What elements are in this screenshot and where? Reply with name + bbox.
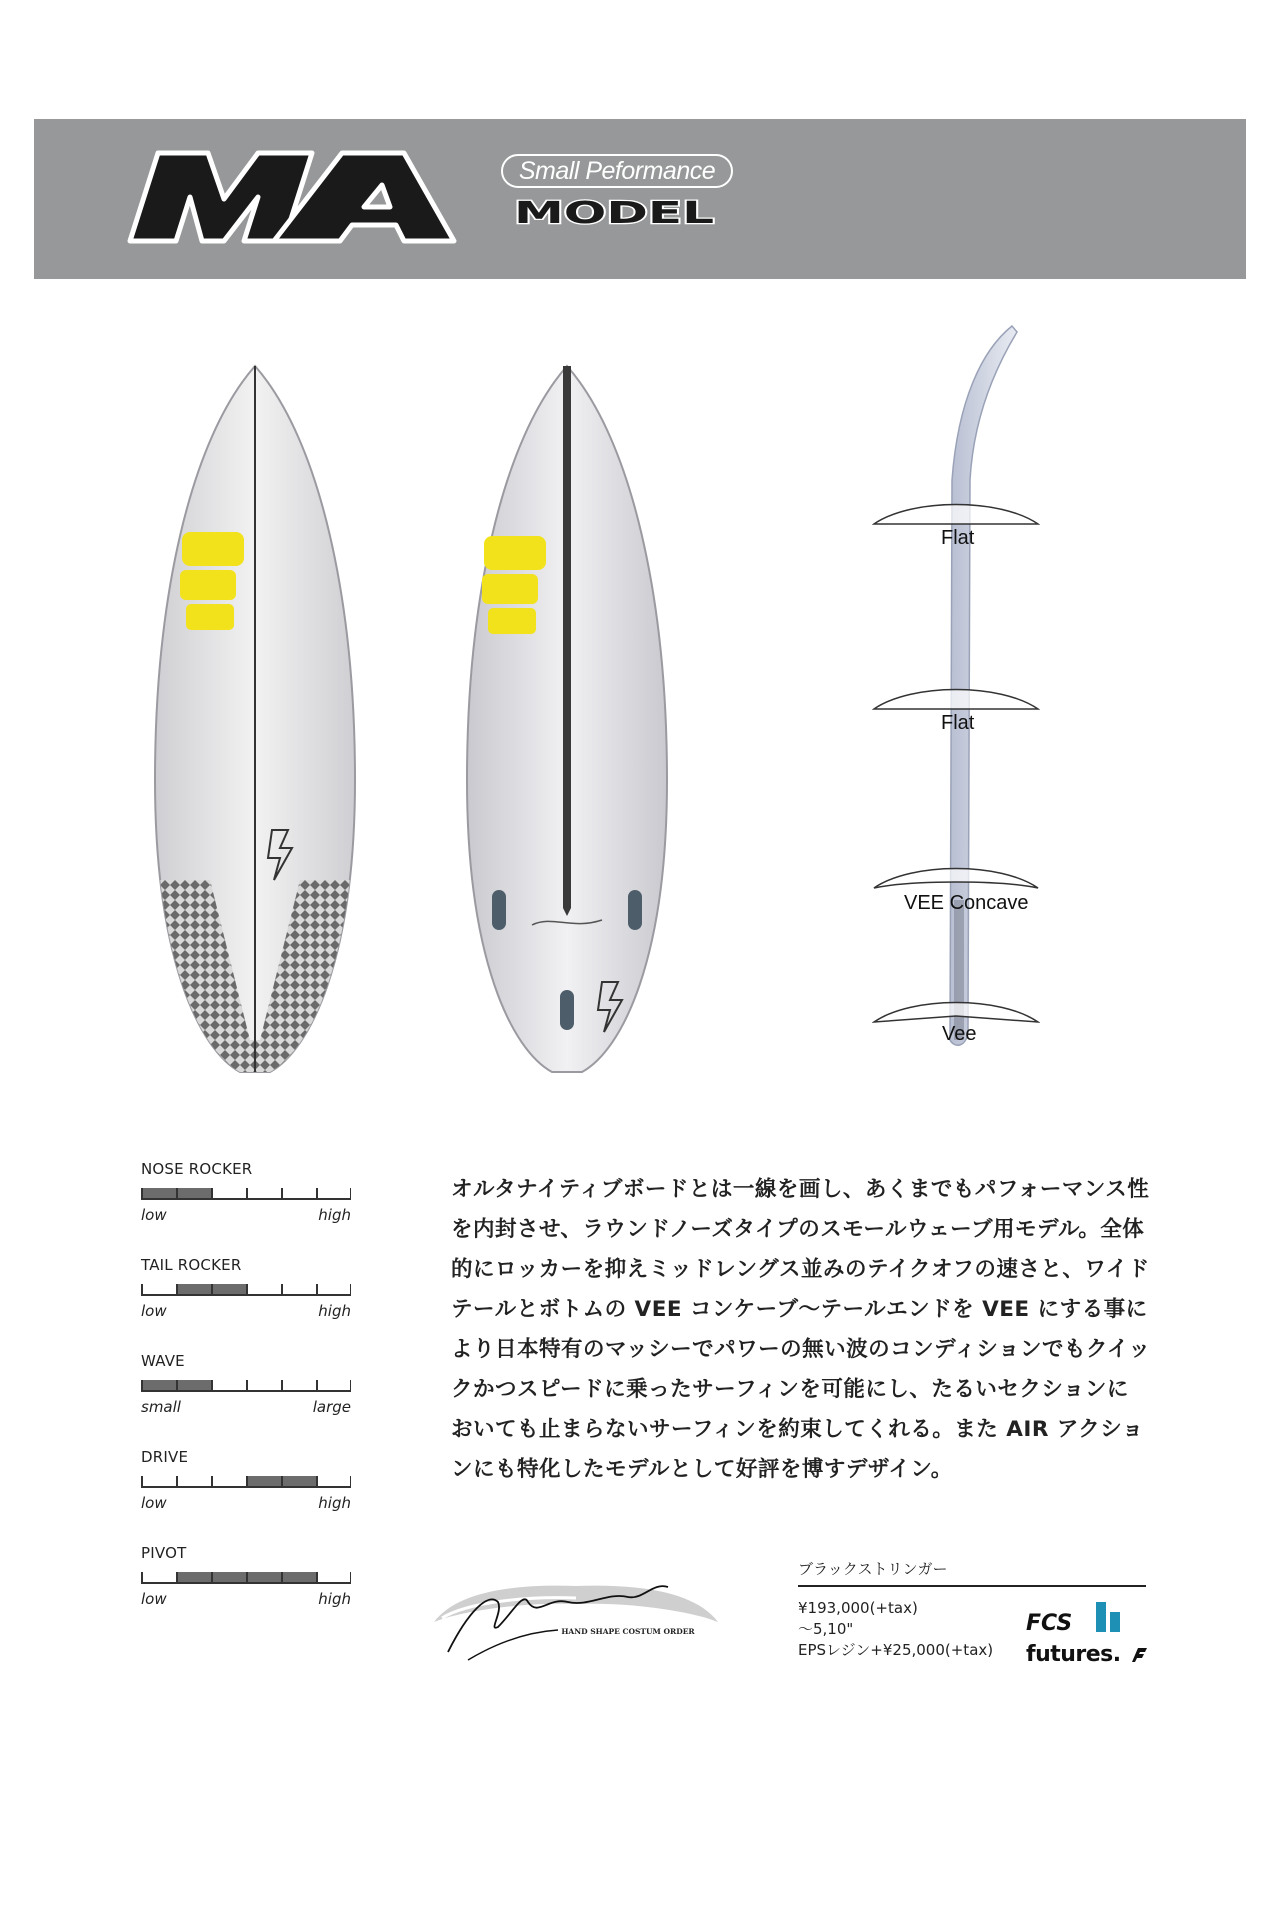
spec-low-label: low xyxy=(141,1302,167,1320)
spec-baseline xyxy=(141,1294,351,1296)
eps-option: EPSレジン+¥25,000(+tax) xyxy=(798,1641,994,1659)
stringer-label: ブラックストリンガー xyxy=(798,1558,1146,1587)
spec-title: WAVE xyxy=(141,1352,185,1370)
spec-high-label: large xyxy=(312,1398,351,1416)
shaper-signature xyxy=(428,1572,724,1662)
spec-scale xyxy=(141,1184,351,1200)
ma-logo xyxy=(106,143,466,253)
spec-low-label: low xyxy=(141,1494,167,1512)
board-deck xyxy=(150,360,360,1080)
spec-high-label: high xyxy=(318,1590,351,1608)
spec-low-label: small xyxy=(141,1398,181,1416)
spec-scale xyxy=(141,1568,351,1584)
fin-label-vee: Vee xyxy=(942,1023,977,1045)
futures-f-icon xyxy=(1128,1644,1148,1664)
fcs-text: FCS xyxy=(1026,1611,1073,1634)
spec-drive xyxy=(141,1448,361,1544)
spec-title: TAIL ROCKER xyxy=(141,1256,242,1274)
spec-tail-rocker xyxy=(141,1256,361,1352)
futures-text: futures. xyxy=(1026,1642,1121,1667)
price-value: ¥193,000(+tax) xyxy=(798,1599,918,1617)
spec-title: NOSE ROCKER xyxy=(141,1160,253,1178)
description-line: より日本特有のマッシーでパワーの無い波のコンディションでもクイッ xyxy=(451,1337,1151,1362)
description-line: を内封させ、ラウンドノーズタイプのスモールウェーブ用モデル。全体 xyxy=(451,1217,1145,1242)
spec-sliders xyxy=(141,1160,361,1640)
model-wordmark xyxy=(510,197,718,227)
spec-scale xyxy=(141,1376,351,1392)
header-banner xyxy=(34,119,1246,279)
spec-baseline xyxy=(141,1390,351,1392)
model-word: MODEL xyxy=(514,197,714,227)
spec-low-label: low xyxy=(141,1206,167,1224)
futures-logo xyxy=(1026,1642,1148,1667)
description-line: おいても止まらないサーフィンを約束してくれる。また AIR アクショ xyxy=(451,1417,1144,1442)
spec-low-label: low xyxy=(141,1590,167,1608)
spec-title: DRIVE xyxy=(141,1448,189,1466)
spec-baseline xyxy=(141,1486,351,1488)
spec-nose-rocker xyxy=(141,1160,361,1256)
model-description xyxy=(451,1170,1191,1490)
description-line: テールとボトムの VEE コンケーブ〜テールエンドを VEE にする事に xyxy=(451,1297,1148,1322)
spec-title: PIVOT xyxy=(141,1544,187,1562)
rocker-profile-vee-concave xyxy=(872,862,1040,892)
description-line: クかつスピードに乗ったサーフィンを可能にし、たるいセクションに xyxy=(451,1377,1129,1402)
length-value: 〜5,10" xyxy=(798,1620,854,1638)
spec-wave xyxy=(141,1352,361,1448)
brand-text: MA xyxy=(106,143,108,144)
board-bottom xyxy=(462,360,672,1080)
spec-high-label: high xyxy=(318,1494,351,1512)
spec-scale xyxy=(141,1472,351,1488)
rocker-profile-vee xyxy=(872,996,1040,1026)
description-line: ンにも特化したモデルとして好評を博すデザイン。 xyxy=(451,1457,953,1482)
description-line: 的にロッカーを抑えミッドレングス並みのテイクオフの速さと、ワイド xyxy=(451,1257,1150,1282)
description-line: オルタナイティブボードとは一線を画し、あくまでもパフォーマンス性 xyxy=(451,1177,1150,1202)
subtitle-pill: Small Peformance xyxy=(501,154,733,188)
board-views xyxy=(0,300,1280,1090)
rocker-profile-flat-1 xyxy=(872,498,1040,528)
spec-high-label: high xyxy=(318,1302,351,1320)
rocker-profile-flat-2 xyxy=(872,683,1040,713)
spec-scale xyxy=(141,1280,351,1296)
fin-label-flat-1: Flat xyxy=(941,527,975,549)
spec-baseline xyxy=(141,1582,351,1584)
fcs-logo xyxy=(1026,1596,1136,1634)
spec-baseline xyxy=(141,1198,351,1200)
fin-label-flat-2: Flat xyxy=(941,712,975,734)
spec-pivot xyxy=(141,1544,361,1640)
fin-label-vee-concave: VEE Concave xyxy=(904,892,1029,914)
spec-high-label: high xyxy=(318,1206,351,1224)
signature-caption: HAND SHAPE COSTUM ORDER xyxy=(561,1627,695,1636)
